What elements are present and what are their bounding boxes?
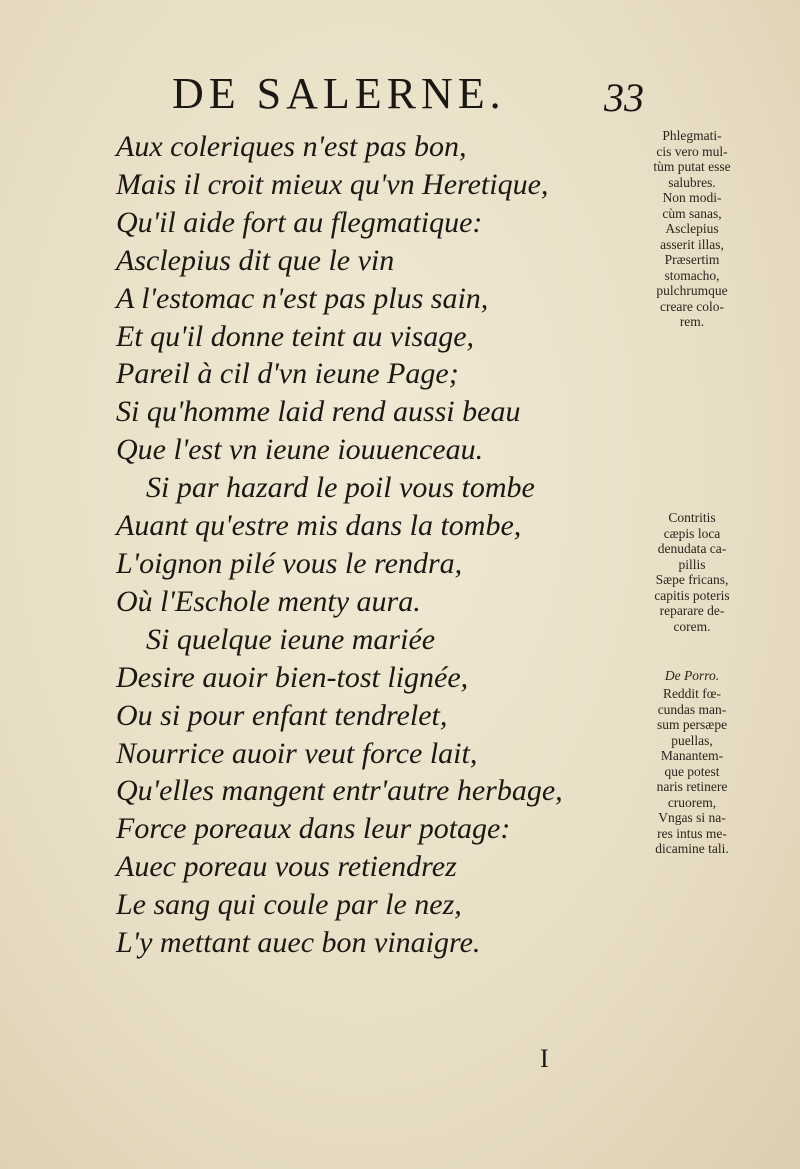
verse-line: Force poreaux dans leur potage: bbox=[116, 812, 511, 846]
verse-line: Aux coleriques n'est pas bon, bbox=[116, 130, 467, 163]
margin-note-line: tùm putat esse bbox=[653, 159, 731, 174]
verse-line: Ou si pour enfant tendrelet, bbox=[116, 698, 448, 732]
margin-note-porro-heading bbox=[630, 668, 754, 684]
verse-line: Auant qu'estre mis dans la tombe, bbox=[116, 509, 522, 543]
margin-note-line: Vngas si na- bbox=[658, 810, 726, 825]
margin-note-line: salubres. bbox=[668, 174, 716, 190]
verse-line: L'oignon pilé vous le rendra, bbox=[116, 546, 463, 580]
margin-note-line: creare colo- bbox=[659, 298, 725, 314]
margin-note-leek bbox=[630, 686, 754, 857]
margin-note-line: capitis poteris bbox=[654, 587, 730, 603]
verse-line: Pareil à cil d'vn ieune Page; bbox=[116, 357, 459, 391]
verse-line: A l'estomac n'est pas plus sain, bbox=[116, 281, 489, 315]
verse-line: Auec poreau vous retiendrez bbox=[116, 850, 457, 884]
margin-note-line: rem. bbox=[679, 314, 705, 329]
margin-note-line: cæpis loca bbox=[663, 525, 721, 541]
verse-line: Qu'il aide fort au flegmatique: bbox=[116, 205, 483, 239]
verse-line: Mais il croit mieux qu'vn Heretique, bbox=[116, 167, 549, 201]
verse-line: Où l'Eschole menty aura. bbox=[116, 584, 421, 618]
margin-note-line: que potest bbox=[664, 763, 720, 779]
margin-note-line: stomacho, bbox=[664, 267, 720, 283]
margin-note-line: cùm sanas, bbox=[662, 205, 722, 221]
margin-note-line: naris retinere bbox=[656, 779, 728, 794]
verse-line: L'y mettant auec bon vinaigre. bbox=[116, 926, 481, 960]
margin-note-line: cis vero mul- bbox=[656, 143, 728, 159]
margin-note-line: pillis bbox=[678, 556, 706, 572]
margin-note-line: res intus me- bbox=[657, 825, 727, 841]
margin-note-heading: De Porro. bbox=[664, 668, 720, 683]
margin-note-line: cruorem, bbox=[667, 794, 717, 810]
margin-note-line: asserit illas, bbox=[660, 236, 724, 252]
margin-note-line: cundas man- bbox=[657, 701, 727, 717]
signature-mark: I bbox=[540, 1044, 549, 1073]
verse-line: Desire auoir bien-tost lignée, bbox=[116, 660, 469, 694]
margin-note-line: Sæpe fricans, bbox=[655, 572, 729, 587]
margin-note-line: Asclepius bbox=[665, 221, 719, 236]
margin-note-line: dicamine tali. bbox=[655, 841, 729, 856]
margin-note-line: denudata ca- bbox=[657, 541, 727, 556]
margin-note-line: pulchrumque bbox=[656, 283, 728, 298]
page-number: 33 bbox=[604, 75, 644, 120]
verse-line: Nourrice auoir veut force lait, bbox=[116, 736, 478, 770]
margin-note-line: Non modi- bbox=[662, 190, 722, 205]
margin-note-phlegmatics bbox=[630, 128, 754, 330]
margin-note-line: reparare de- bbox=[659, 603, 725, 618]
verse-line: Si qu'homme laid rend aussi beau bbox=[116, 395, 521, 429]
verse-line: Qu'elles mangent entr'autre herbage, bbox=[116, 774, 563, 808]
verse-line: Et qu'il donne teint au visage, bbox=[116, 319, 475, 353]
verse-line: Asclepius dit que le vin bbox=[116, 243, 395, 277]
margin-note-line: Phlegmati- bbox=[662, 128, 722, 143]
verse-text bbox=[116, 128, 641, 962]
margin-note-line: Contritis bbox=[668, 510, 716, 525]
margin-note-line: Præsertim bbox=[664, 252, 720, 267]
margin-note-line: puellas, bbox=[671, 732, 713, 748]
margin-note-onion bbox=[630, 510, 754, 634]
verse-line: Si par hazard le poil vous tombe bbox=[146, 471, 535, 505]
verse-line: Si quelque ieune mariée bbox=[146, 622, 436, 656]
margin-note-line: Manantem- bbox=[660, 748, 724, 763]
margin-note-line: sum persæpe bbox=[656, 717, 728, 732]
margin-note-line: Reddit fœ- bbox=[662, 686, 722, 701]
margin-note-line: corem. bbox=[673, 618, 711, 634]
verse-line: Le sang qui coule par le nez, bbox=[116, 888, 462, 922]
running-head: DE SALERNE. bbox=[172, 69, 506, 118]
verse-line: Que l'est vn ieune iouuenceau. bbox=[116, 433, 484, 467]
